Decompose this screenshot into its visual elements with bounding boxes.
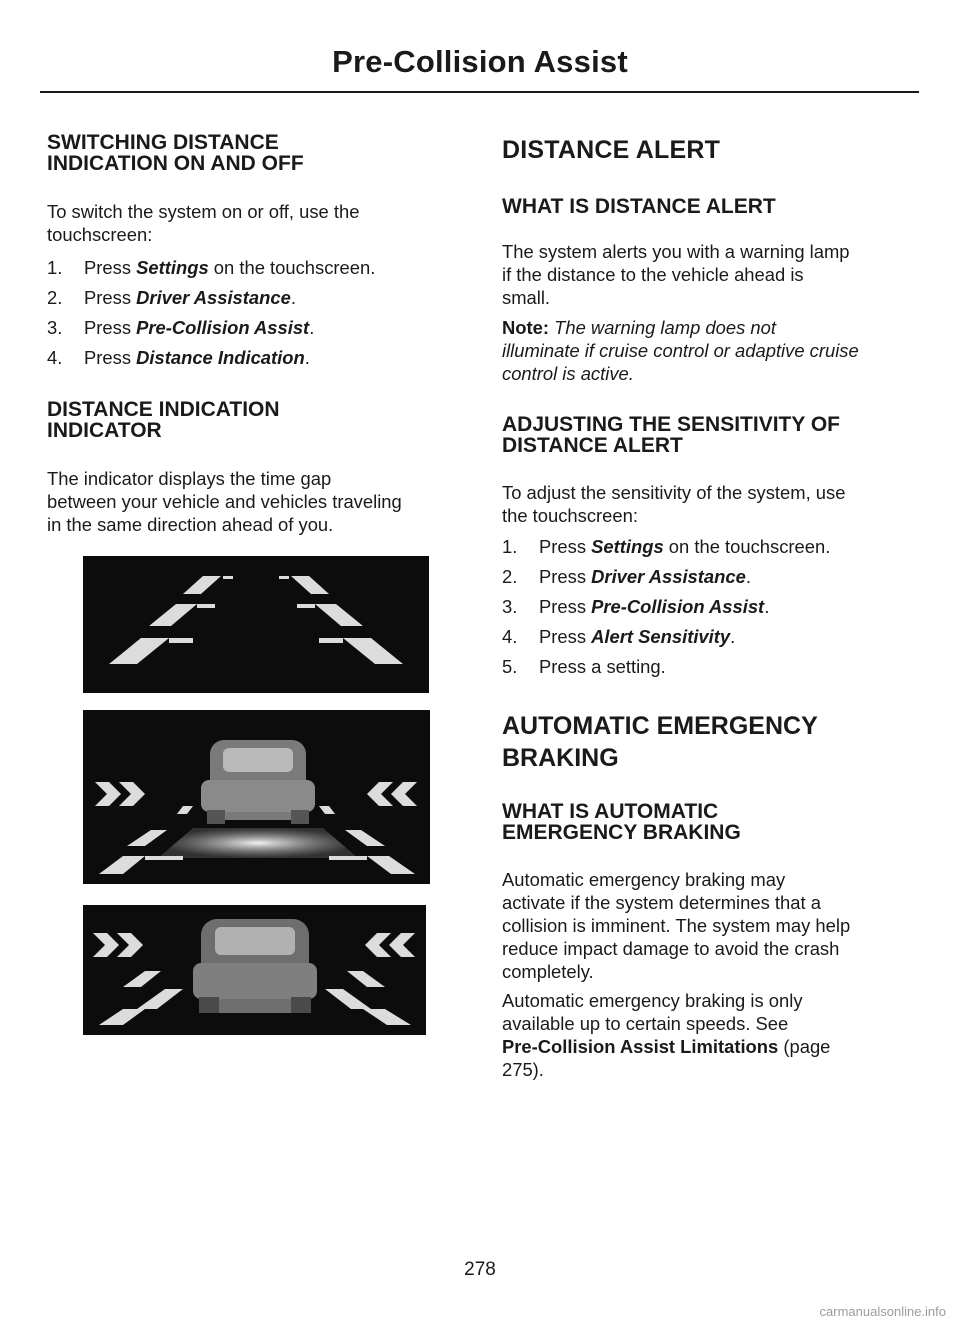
menu-term: Alert Sensitivity bbox=[591, 626, 731, 647]
list-item: 4. Press Alert Sensitivity. bbox=[502, 626, 736, 647]
switching-intro-line2: touchscreen: bbox=[47, 224, 153, 245]
what-is-aeb-heading-line2: EMERGENCY BRAKING bbox=[502, 821, 741, 845]
indicator-heading-line2: INDICATOR bbox=[47, 419, 162, 443]
aeb-heading-line2: BRAKING bbox=[502, 744, 619, 772]
switching-heading-line1: SWITCHING DISTANCE bbox=[47, 131, 279, 154]
note-label: Note: bbox=[502, 317, 549, 338]
page-number: 278 bbox=[464, 1259, 496, 1280]
page-reference: 275). bbox=[502, 1059, 544, 1080]
list-item: 3. Press Pre-Collision Assist. bbox=[502, 596, 770, 617]
list-item: 1. Press Settings on the touchscreen. bbox=[47, 257, 376, 278]
adjusting-heading-line2: DISTANCE ALERT bbox=[502, 434, 683, 458]
aeb-heading-line1: AUTOMATIC EMERGENCY bbox=[502, 712, 818, 740]
distance-indicator-no-vehicle bbox=[83, 556, 429, 693]
menu-term: Distance Indication bbox=[136, 347, 305, 368]
list-item: 3. Press Pre-Collision Assist. bbox=[47, 317, 315, 338]
adjusting-steps bbox=[502, 535, 914, 685]
switching-intro bbox=[47, 200, 359, 246]
list-item: 1. Press Settings on the touchscreen. bbox=[502, 536, 831, 557]
indicator-body: The indicator displays the time gap between your vehicle and vehicles traveling in the same direction ahead of you. bbox=[47, 468, 402, 535]
lane-markers-image bbox=[83, 556, 429, 693]
switching-heading-line2: INDICATION ON AND OFF bbox=[47, 152, 304, 176]
switching-intro-line1: To switch the system on or off, use the bbox=[47, 201, 360, 222]
menu-term: Driver Assistance bbox=[591, 566, 746, 587]
menu-term: Pre-Collision Assist bbox=[591, 596, 765, 617]
watermark: carmanualsonline.info bbox=[819, 1304, 946, 1319]
note: Note: The warning lamp does not illuminate if cruise control or adaptive cruise control is active. bbox=[502, 317, 859, 384]
adjusting-heading-line1: ADJUSTING THE SENSITIVITY OF bbox=[502, 413, 840, 436]
title-divider bbox=[40, 91, 919, 93]
adjusting-intro: To adjust the sensitivity of the system, use the touchscreen: bbox=[502, 482, 846, 526]
cross-reference-link[interactable]: Pre-Collision Assist Limitations bbox=[502, 1036, 779, 1057]
list-item: 2. Press Driver Assistance. bbox=[47, 287, 296, 308]
list-item: 2. Press Driver Assistance. bbox=[502, 566, 751, 587]
indicator-heading bbox=[47, 399, 280, 442]
menu-term: Settings bbox=[136, 257, 209, 278]
what-is-distance-alert-body: The system alerts you with a warning lamp if the distance to the vehicle ahead is small. bbox=[502, 241, 850, 308]
aeb-paragraph-2: Automatic emergency braking is only available up to certain speeds. See Pre-Collision Assist Limitations (page 275). bbox=[502, 990, 831, 1080]
aeb-paragraph-1: Automatic emergency braking may activate if the system determines that a collision is imminent. The system may help reduce impact damage to avoid the crash completely. bbox=[502, 869, 851, 982]
switching-heading bbox=[47, 132, 304, 175]
aeb-heading bbox=[502, 710, 818, 774]
what-is-distance-alert-heading: WHAT IS DISTANCE ALERT bbox=[502, 195, 776, 218]
menu-term: Settings bbox=[591, 536, 664, 557]
menu-term: Driver Assistance bbox=[136, 287, 291, 308]
what-is-aeb-heading bbox=[502, 801, 741, 844]
list-item: 4. Press Distance Indication. bbox=[47, 347, 310, 368]
page-title: Pre-Collision Assist bbox=[332, 44, 628, 79]
distance-indicator-vehicle-close bbox=[83, 905, 426, 1035]
vehicle-close-image bbox=[83, 905, 426, 1035]
vehicle-ahead-image bbox=[83, 710, 430, 884]
switching-steps bbox=[47, 256, 462, 376]
distance-alert-heading: DISTANCE ALERT bbox=[502, 136, 721, 164]
list-item: 5. Press a setting. bbox=[502, 656, 666, 677]
adjusting-heading bbox=[502, 414, 840, 457]
what-is-aeb-heading-line1: WHAT IS AUTOMATIC bbox=[502, 800, 719, 823]
indicator-heading-line1: DISTANCE INDICATION bbox=[47, 398, 280, 421]
menu-term: Pre-Collision Assist bbox=[136, 317, 310, 338]
distance-indicator-vehicle-far bbox=[83, 710, 430, 884]
